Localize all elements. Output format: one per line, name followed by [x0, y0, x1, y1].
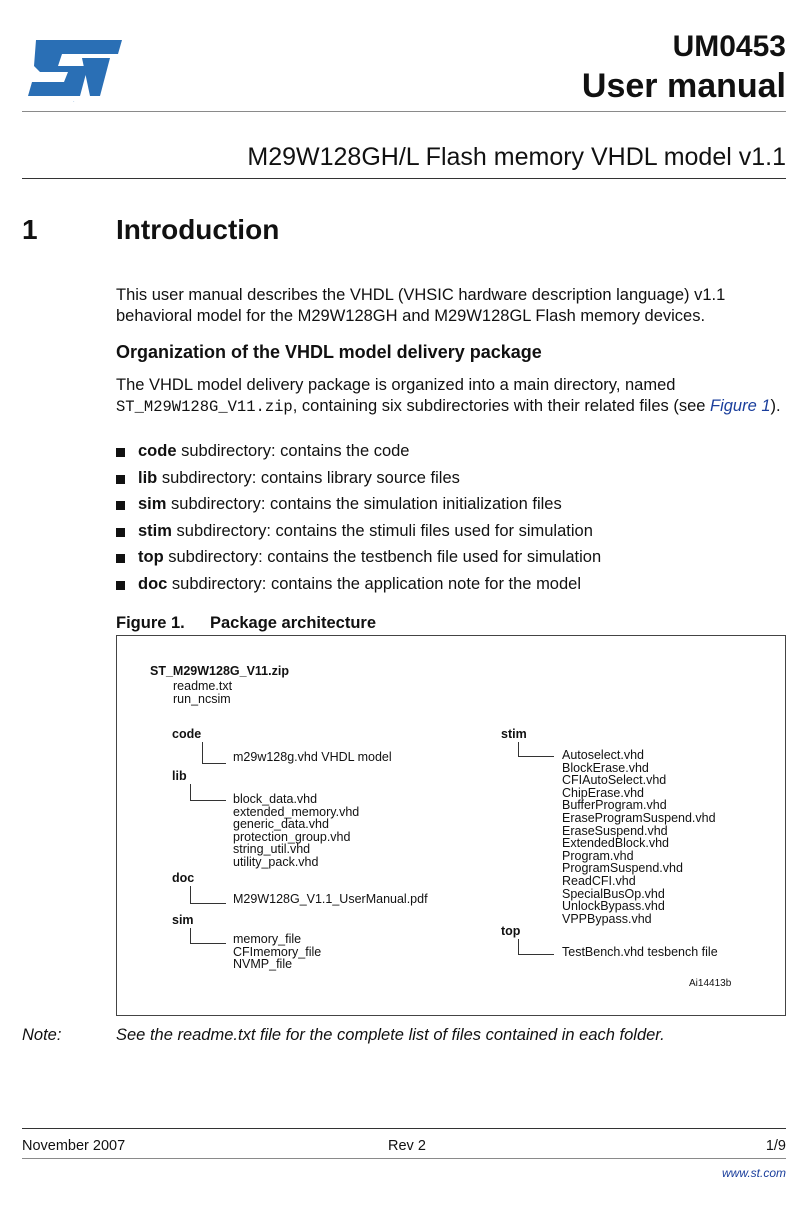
- tree-connector: [518, 954, 554, 955]
- file-item: CFIAutoSelect.vhd: [562, 773, 667, 788]
- root-file: run_ncsim: [173, 692, 231, 706]
- document-subtitle: M29W128GH/L Flash memory VHDL model v1.1: [247, 143, 786, 171]
- header-divider: [22, 111, 786, 112]
- file-item: EraseSuspend.vhd: [562, 823, 668, 838]
- tree-connector: [202, 742, 203, 764]
- file-item: block_data.vhd: [233, 792, 318, 806]
- package-architecture-figure: [116, 635, 786, 1016]
- file-item: UnlockBypass.vhd: [562, 899, 665, 914]
- bullet-icon: [116, 554, 125, 563]
- list-item: code subdirectory: contains the code: [116, 441, 786, 468]
- folder-top: top: [501, 924, 521, 938]
- note-label: Note:: [22, 1026, 62, 1044]
- footer-page-number: 1/9: [765, 1138, 786, 1154]
- document-id: UM0453: [672, 30, 786, 63]
- file-item: Autoselect.vhd: [562, 748, 644, 762]
- subsection-heading: Organization of the VHDL model delivery package: [116, 342, 542, 362]
- bullet-icon: [116, 528, 125, 537]
- file-item: Program.vhd: [562, 848, 634, 863]
- footer-url-link[interactable]: www.st.com: [721, 1166, 786, 1180]
- section-title: Introduction: [116, 214, 280, 245]
- folder-sim: sim: [172, 913, 194, 927]
- tree-connector: [518, 939, 519, 955]
- tree-connector: [190, 943, 226, 944]
- file-item: ChipErase.vhd: [562, 785, 644, 800]
- file-item: CFImemory_file: [233, 944, 322, 959]
- folder-doc: doc: [172, 871, 195, 885]
- figure-1-link[interactable]: Figure 1: [710, 397, 771, 415]
- bullet-icon: [116, 581, 125, 590]
- list-item: doc subdirectory: contains the application note for the model: [116, 574, 786, 601]
- file-item: SpecialBusOp.vhd: [562, 886, 665, 901]
- subtitle-divider: [22, 178, 786, 179]
- tree-connector: [190, 784, 191, 801]
- figure-code-ref: Ai14413b: [689, 978, 732, 989]
- folder-lib: lib: [172, 769, 187, 783]
- file-item: EraseProgramSuspend.vhd: [562, 811, 716, 825]
- footer-url-divider: [22, 1158, 786, 1159]
- tree-connector: [190, 928, 191, 944]
- root-archive: ST_M29W128G_V11.zip: [150, 664, 289, 678]
- tree-connector: [518, 756, 554, 757]
- file-item: utility_pack.vhd: [233, 855, 319, 869]
- zip-filename: ST_M29W128G_V11.zip: [116, 398, 293, 416]
- tree-connector: [190, 800, 226, 801]
- footer-revision: Rev 2: [388, 1138, 426, 1154]
- file-item: BufferProgram.vhd: [562, 798, 667, 813]
- tree-connector: [190, 886, 191, 904]
- bullet-icon: [116, 475, 125, 484]
- file-item: extended_memory.vhd: [233, 804, 360, 819]
- file-item: string_util.vhd: [233, 842, 311, 857]
- file-item: NVMP_file: [233, 957, 293, 972]
- folder-code: code: [172, 727, 202, 741]
- subdirectory-list: [116, 441, 786, 601]
- tree-connector: [190, 903, 226, 904]
- section-number: 1: [22, 214, 38, 245]
- list-item: stim subdirectory: contains the stimuli files used for simulation: [116, 521, 786, 548]
- footer-date: November 2007: [22, 1138, 126, 1154]
- tree-connector: [518, 742, 519, 757]
- file-item: ProgramSuspend.vhd: [562, 861, 683, 876]
- file-item: generic_data.vhd: [233, 817, 329, 832]
- figure-title: Package architecture: [210, 614, 377, 632]
- footer-divider: [22, 1128, 786, 1129]
- file-item: ReadCFI.vhd: [562, 874, 636, 888]
- list-item: top subdirectory: contains the testbench file used for simulation: [116, 547, 786, 574]
- file-item: m29w128g.vhd VHDL model: [233, 750, 392, 764]
- bullet-icon: [116, 448, 125, 457]
- file-item: ExtendedBlock.vhd: [562, 836, 670, 851]
- figure-label: Figure 1.: [116, 614, 185, 632]
- file-item: M29W128G_V1.1_UserManual.pdf: [233, 892, 428, 906]
- bullet-icon: [116, 501, 125, 510]
- root-file: readme.txt: [173, 679, 233, 693]
- intro-paragraph: This user manual describes the VHDL (VHSIC hardware description language) v1.1 behavioral model for the M29W128GH and M29W128GL Flash memory devices.: [116, 286, 726, 325]
- file-item: VPPBypass.vhd: [562, 911, 652, 926]
- svg-text:ST: ST: [73, 102, 75, 103]
- file-item: BlockErase.vhd: [562, 760, 649, 775]
- st-logo: [22, 36, 124, 104]
- note-text: See the readme.txt file for the complete list of files contained in each folder.: [116, 1026, 665, 1044]
- file-item: protection_group.vhd: [233, 829, 351, 844]
- document-type: User manual: [581, 67, 786, 105]
- file-item: TestBench.vhd tesbench file: [562, 945, 718, 959]
- file-item: memory_file: [233, 932, 302, 946]
- list-item: sim subdirectory: contains the simulation initialization files: [116, 494, 786, 521]
- organization-paragraph: The VHDL model delivery package is organized into a main directory, named ST_M29W128G_V11.zip, containing six subdirectories with their related files (see Figure 1).: [116, 376, 781, 416]
- folder-stim: stim: [501, 727, 527, 741]
- tree-connector: [202, 763, 226, 764]
- list-item: lib subdirectory: contains library source files: [116, 468, 786, 495]
